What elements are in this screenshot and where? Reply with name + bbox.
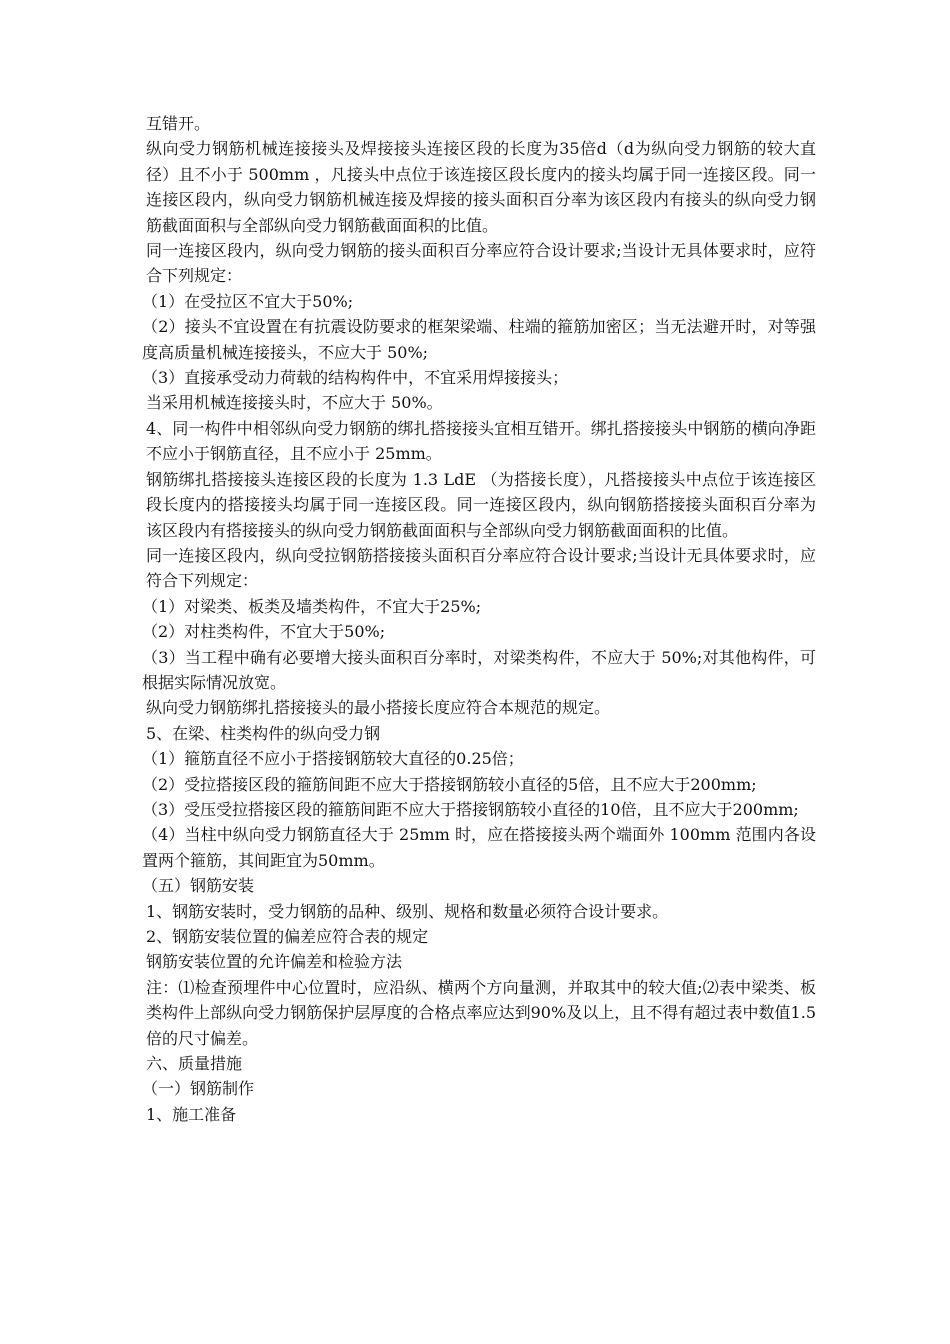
section-heading-rebar-installation: （五）钢筋安装: [142, 876, 255, 896]
list-item-seismic-zone: （2）接头不宜设置在有抗震设防要求的框架梁端、柱端的箍筋加密区；当无法避开时，对等强度高质量机械连接接头，不应大于 50%;: [142, 317, 816, 362]
section-heading-construction-prep: 1、施工准备: [146, 1104, 237, 1124]
paragraph-installation-requirement: 1、钢筋安装时，受力钢筋的品种、级别、规格和数量必须符合设计要求。: [146, 901, 669, 921]
paragraph-lap-percentage-rule: 同一连接区段内，纵向受拉钢筋搭接接头面积百分率应符合设计要求;当设计无具体要求时，应符合下列规定：: [146, 545, 816, 591]
list-item-columns: （2）对柱类构件，不宜大于50%;: [142, 622, 386, 642]
list-item-increase-percentage: （3）当工程中确有必要增大接头面积百分率时，对梁类构件，不应大于 50%;对其他构件，可根据实际情况放宽。: [142, 647, 816, 692]
list-item-column-stirrups: （4）当柱中纵向受力钢筋直径大于 25mm 时，应在搭接接头两个端面外 100mm 范围内各设置两个箍筋，其间距宜为50mm。: [142, 825, 816, 870]
paragraph-continuation: 互错开。: [146, 114, 211, 133]
paragraph-minimum-lap-length: 纵向受力钢筋绑扎搭接接头的最小搭接长度应符合本规范的规定。: [146, 698, 611, 718]
paragraph-note: 注：⑴检查预埋件中心位置时，应沿纵、横两个方向量测，并取其中的较大值;⑵表中梁类、板类构件上部纵向受力钢筋保护层厚度的合格点率应达到90%及以上，且不得有超过表中数值1.5倍的尺寸偏差。: [146, 977, 816, 1048]
paragraph-section-5: 5、在梁、柱类构件的纵向受力钢: [146, 723, 381, 743]
list-item-compression-stirrup-spacing: （3）受压受拉搭接区段的箍筋间距不应大于搭接钢筋较小直径的10倍，且不应大于200mm;: [142, 799, 799, 819]
section-heading-rebar-fabrication: （一）钢筋制作: [142, 1079, 255, 1099]
paragraph-installation-deviation: 2、钢筋安装位置的偏差应符合表的规定: [146, 927, 429, 946]
section-heading-quality-measures: 六、质量措施: [146, 1054, 243, 1074]
list-item-dynamic-load: （3）直接承受动力荷载的结构构件中，不宜采用焊接接头；: [142, 368, 569, 388]
document-page: [142, 111, 816, 1127]
paragraph-mechanical-splice-zone: 纵向受力钢筋机械连接接头及焊接接头连接区段的长度为35倍d（d为纵向受力钢筋的较大直径）且不小于 500mm ，凡接头中点位于该连接区段长度内的接头均属于同一连接区段。同一连接区段内，纵向受力钢筋机械连接及焊接的接头面积百分率为该区段内有接头的纵向受力钢筋截面面积与全部纵向受力钢筋截面面积的比值。: [146, 139, 816, 235]
paragraph-mechanical-limit: 当采用机械连接接头时，不应大于 50%。: [146, 393, 443, 413]
paragraph-table-caption: 钢筋安装位置的允许偏差和检验方法: [146, 952, 403, 972]
paragraph-splice-percentage-rule: 同一连接区段内，纵向受力钢筋的接头面积百分率应符合设计要求;当设计无具体要求时，应符合下列规定：: [146, 241, 816, 286]
paragraph-section-4: 4、同一构件中相邻纵向受力钢筋的绑扎搭接接头宜相互错开。绑扎搭接接头中钢筋的横向净距不应小于钢筋直径，且不应小于 25mm。: [146, 418, 816, 464]
list-item-stirrup-diameter: （1）箍筋直径不应小于搭接钢筋较大直径的0.25倍；: [142, 749, 524, 769]
list-item-tension-stirrup-spacing: （2）受拉搭接区段的箍筋间距不应大于搭接钢筋较小直径的5倍，且不应大于200mm;: [142, 774, 757, 794]
list-item-tension-zone: （1）在受拉区不宜大于50%;: [142, 291, 354, 311]
list-item-beams-slabs: （1）对梁类、板类及墙类构件，不宜大于25%;: [142, 596, 482, 616]
paragraph-lap-splice-zone: 钢筋绑扎搭接接头连接区段的长度为 1.3 LdE （为搭接长度），凡搭接接头中点位于该连接区段长度内的搭接接头均属于同一连接区段。同一连接区段内，纵向钢筋搭接接头面积百分率为该区段内有搭接接头的纵向受力钢筋截面面积与全部纵向受力钢筋截面面积的比值。: [146, 469, 816, 540]
